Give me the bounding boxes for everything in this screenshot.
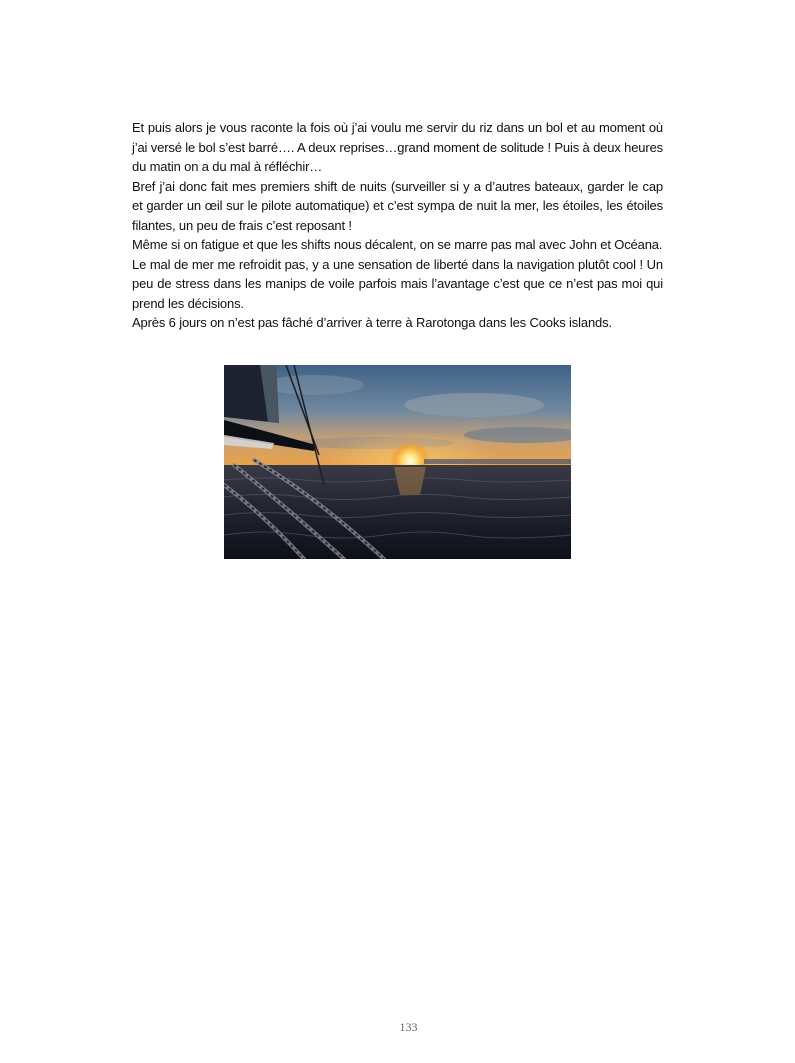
sunset-sailing-illustration [224,365,571,559]
paragraph-1: Et puis alors je vous raconte la fois où j’ai voulu me servir du riz dans un bol et au moment où j’ai versé le bol s’est barré…. A deux reprises…grand moment de solitude ! Puis à deux heures du matin on a du mal à réfléchir… [132,120,663,174]
sunset-sailing-photo [224,365,571,559]
body-text [132,118,663,333]
paragraph-4: Le mal de mer me refroidit pas, y a une sensation de liberté dans la navigation plutôt cool ! Un peu de stress dans les manips de voile parfois mais l’avantage c’est que ce n’est pas moi qui prend les décisions. [132,256,663,311]
paragraph-2: Bref j’ai donc fait mes premiers shift de nuits (surveiller si y a d’autres bateaux, garder le cap et garder un œil sur le pilote automatique) et c’est sympa de nuit la mer, les étoiles, les étoiles filantes, un peu de frais c’est reposant ! [132,178,663,233]
paragraph-3: Même si on fatigue et que les shifts nous décalent, on se marre pas mal avec John et Océana. [132,237,663,252]
page-number: 133 [399,1020,418,1034]
paragraph-5: Après 6 jours on n’est pas fâché d’arriver à terre à Rarotonga dans les Cooks islands. [132,315,612,330]
